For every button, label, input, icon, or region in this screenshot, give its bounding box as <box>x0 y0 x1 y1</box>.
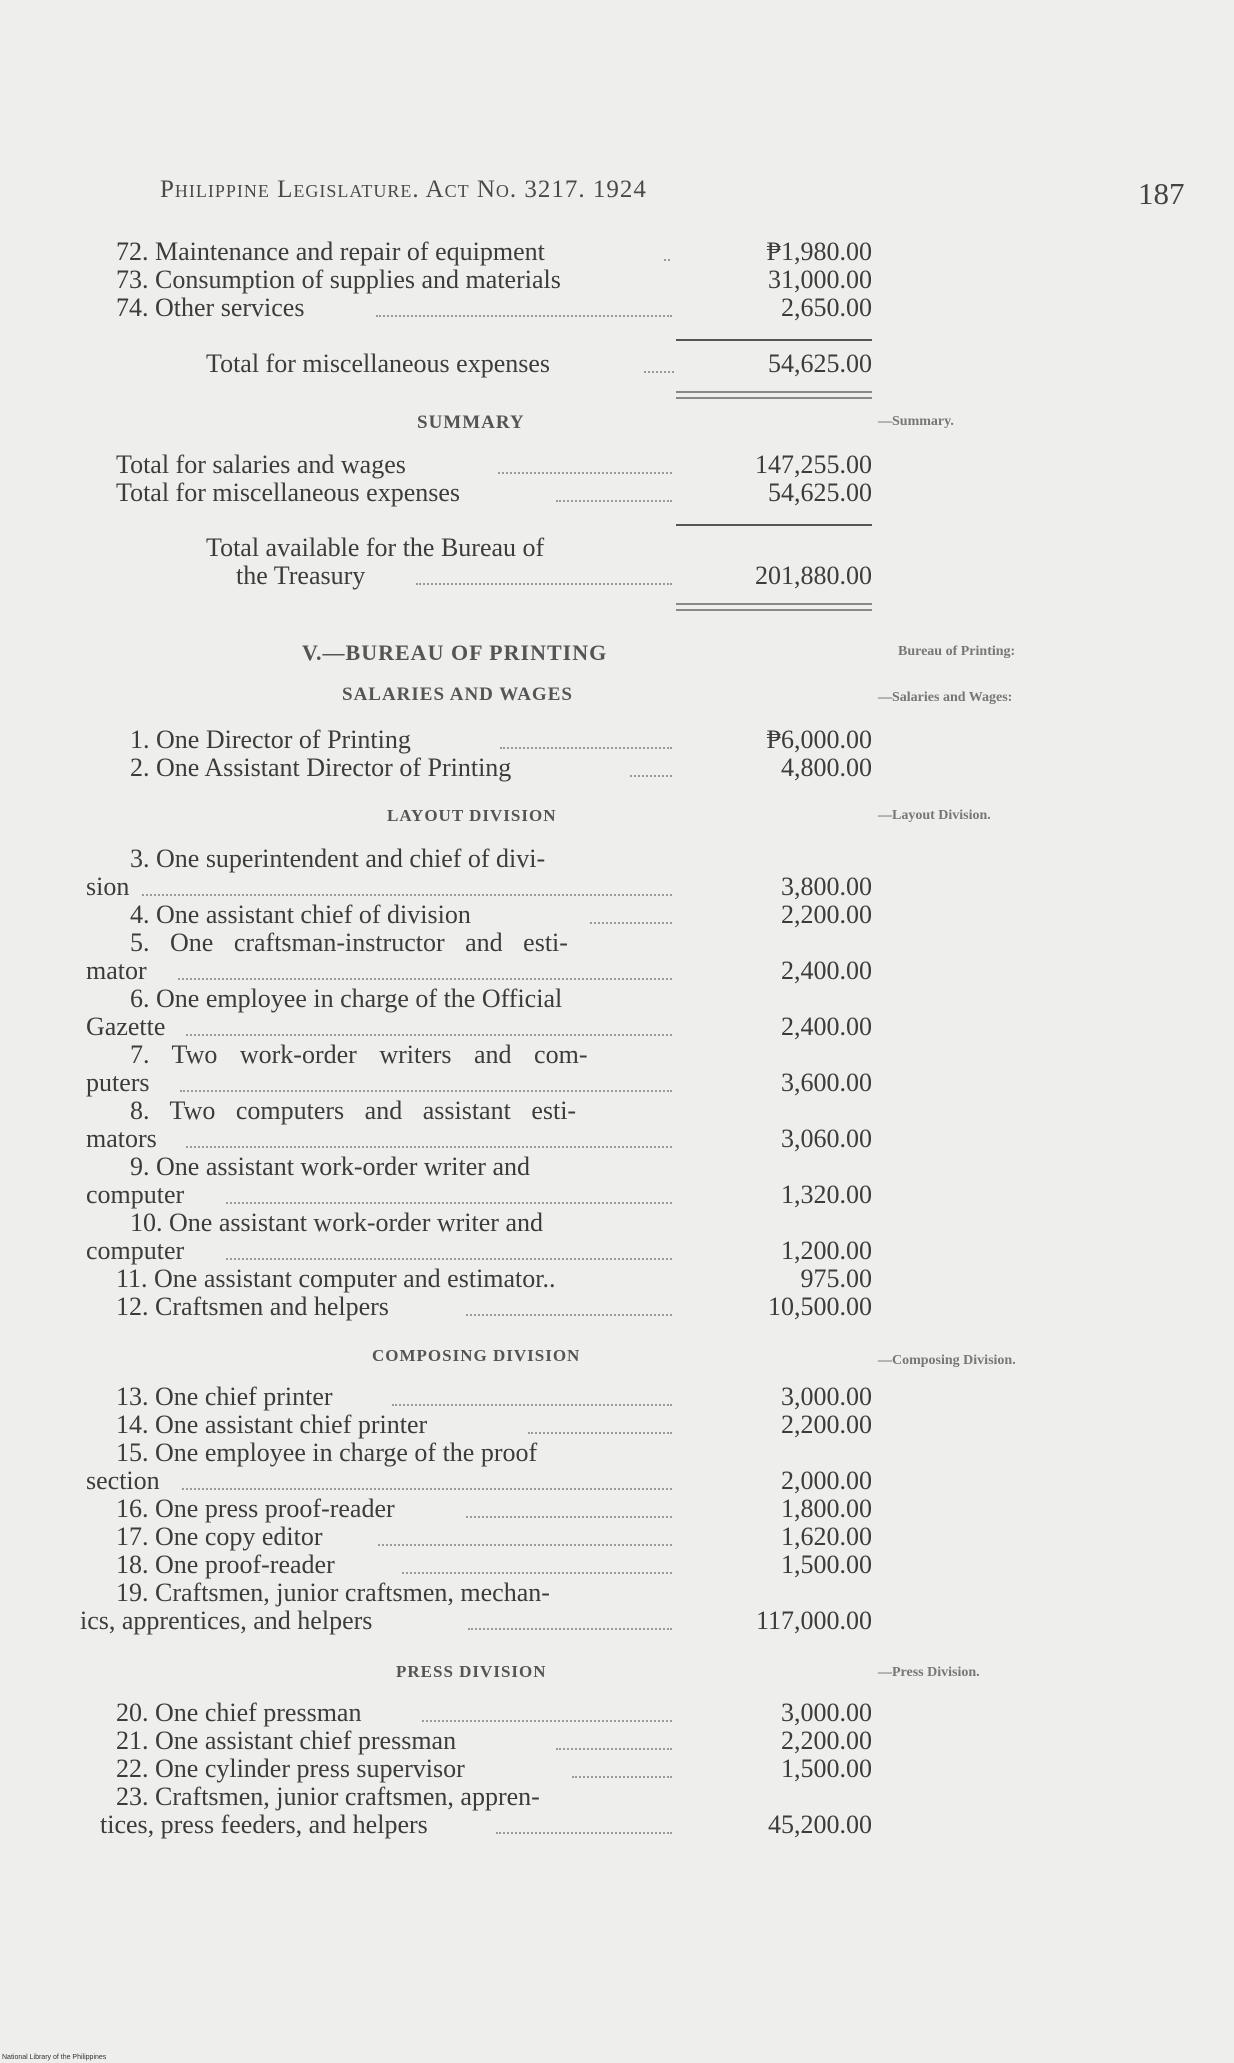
total-label: the Treasury <box>236 561 366 590</box>
section-heading: LAYOUT DIVISION <box>387 806 557 825</box>
margin-note: —Composing Division. <box>878 1353 1016 1368</box>
leader-dots <box>644 369 674 373</box>
line-item <box>100 1811 872 1839</box>
line-item-amount: 1,200.00 <box>781 1236 872 1265</box>
line-item-label: 12. Craftsmen and helpers <box>116 1292 389 1321</box>
section-heading: SALARIES AND WAGES <box>342 684 573 705</box>
leader-dots <box>378 1542 672 1546</box>
line-item-label: tices, press feeders, and helpers <box>100 1810 428 1839</box>
line-item-amount: 2,650.00 <box>781 293 872 322</box>
section-heading: V.—BUREAU OF PRINTING <box>302 640 608 665</box>
line-item <box>80 1607 872 1635</box>
line-item <box>130 985 690 1013</box>
line-item <box>86 1069 872 1097</box>
leader-dots <box>466 1514 672 1518</box>
line-item-label: 10. One assistant work-order writer and <box>130 1208 543 1237</box>
line-item-label: ics, apprentices, and helpers <box>80 1606 373 1635</box>
leader-dots <box>500 745 672 749</box>
leader-dots <box>496 1830 672 1834</box>
line-item-amount: 2,200.00 <box>781 1410 872 1439</box>
line-item-amount: 10,500.00 <box>768 1292 872 1321</box>
leader-dots <box>182 1486 672 1490</box>
line-item-label: 2. One Assistant Director of Printing <box>130 753 512 782</box>
line-item-label: 13. One chief printer <box>116 1382 333 1411</box>
leader-dots <box>572 1774 672 1778</box>
line-item-label: 18. One proof-reader <box>116 1550 335 1579</box>
line-item-label: 14. One assistant chief printer <box>116 1410 428 1439</box>
leader-dots <box>186 1144 672 1148</box>
line-item-label: Total for salaries and wages <box>116 450 406 479</box>
line-item <box>116 1523 872 1551</box>
line-item-amount: 975.00 <box>800 1264 872 1293</box>
leader-dots <box>142 892 672 896</box>
line-item-label: Gazette <box>86 1012 166 1041</box>
leader-dots <box>422 1718 672 1722</box>
line-item <box>116 1265 872 1293</box>
line-item-label: 17. One copy editor <box>116 1522 323 1551</box>
leader-dots <box>664 257 670 261</box>
line-item-amount: 3,000.00 <box>781 1698 872 1727</box>
line-item <box>116 479 872 507</box>
line-item <box>130 929 690 957</box>
total-line-2 <box>236 562 872 590</box>
line-item-label: computer <box>86 1180 185 1209</box>
line-item <box>116 1755 872 1783</box>
line-item <box>130 754 872 782</box>
line-item-label: section <box>86 1466 160 1495</box>
leader-dots <box>556 498 672 502</box>
line-item-label: 72. Maintenance and repair of equipment <box>116 237 545 266</box>
line-item-amount: 2,200.00 <box>781 1726 872 1755</box>
line-item <box>116 1727 872 1755</box>
line-item <box>130 726 872 754</box>
line-item-amount: 1,320.00 <box>781 1180 872 1209</box>
leader-dots <box>226 1200 672 1204</box>
total-double-rule <box>676 391 872 399</box>
line-item-amount: 1,800.00 <box>781 1494 872 1523</box>
line-item-amount: 31,000.00 <box>768 265 872 294</box>
line-item-amount: 117,000.00 <box>755 1606 872 1635</box>
line-item <box>86 1125 872 1153</box>
line-item <box>86 957 872 985</box>
line-item-amount: 2,400.00 <box>781 1012 872 1041</box>
line-item-label: 3. One superintendent and chief of divi- <box>130 844 546 873</box>
line-item-amount: 3,000.00 <box>781 1382 872 1411</box>
line-item <box>116 451 872 479</box>
margin-note: Bureau of Printing: <box>898 644 1016 659</box>
line-item <box>116 1495 872 1523</box>
line-item-label: 11. One assistant computer and estimator.. <box>116 1264 556 1293</box>
line-item <box>86 1467 872 1495</box>
line-item-amount: 54,625.00 <box>768 478 872 507</box>
line-item-label: 15. One employee in charge of the proof <box>116 1438 538 1467</box>
total-label: Total available for the Bureau of <box>206 533 545 562</box>
line-item <box>116 1699 872 1727</box>
line-item-amount: 3,600.00 <box>781 1068 872 1097</box>
total-amount: 201,880.00 <box>755 561 872 590</box>
line-item <box>116 1383 872 1411</box>
line-item <box>116 1783 716 1811</box>
line-item-label: 7. Two work-order writers and com- <box>130 1040 588 1069</box>
leader-dots <box>226 1256 672 1260</box>
line-item <box>116 1439 716 1467</box>
line-item-amount: 3,800.00 <box>781 872 872 901</box>
line-item <box>86 1181 872 1209</box>
section-heading: COMPOSING DIVISION <box>372 1346 581 1365</box>
line-item-label: puters <box>86 1068 150 1097</box>
margin-note: —Salaries and Wages: <box>878 690 1013 705</box>
line-item <box>130 1153 690 1181</box>
leader-dots <box>498 470 672 474</box>
margin-note: —Layout Division. <box>878 808 991 823</box>
leader-dots <box>590 920 672 924</box>
subtotal-rule <box>676 339 872 341</box>
line-item <box>116 266 872 294</box>
line-item <box>86 873 872 901</box>
total-line <box>206 350 872 378</box>
line-item-label: mator <box>86 956 147 985</box>
line-item-label: 5. One craftsman-instructor and esti- <box>130 928 568 957</box>
line-item-amount: 3,060.00 <box>781 1124 872 1153</box>
line-item-label: 73. Consumption of supplies and materials <box>116 265 561 294</box>
line-item-label: 8. Two computers and assistant esti- <box>130 1096 577 1125</box>
margin-note: —Summary. <box>878 414 954 429</box>
leader-dots <box>178 976 672 980</box>
leader-dots <box>466 1312 672 1316</box>
line-item-label: 4. One assistant chief of division <box>130 900 471 929</box>
line-item-label: 23. Craftsmen, junior craftsmen, appren- <box>116 1782 540 1811</box>
line-item <box>130 1097 690 1125</box>
line-item <box>130 901 872 929</box>
margin-note: —Press Division. <box>878 1665 980 1680</box>
line-item-label: 22. One cylinder press supervisor <box>116 1754 465 1783</box>
line-item <box>116 1551 872 1579</box>
line-item-amount: 2,000.00 <box>781 1466 872 1495</box>
line-item <box>116 1293 872 1321</box>
total-line-1 <box>206 534 706 562</box>
page-number: 187 <box>1138 176 1185 211</box>
line-item <box>116 1579 716 1607</box>
section-heading: SUMMARY <box>417 412 525 433</box>
line-item <box>130 1209 690 1237</box>
line-item-label: 16. One press proof-reader <box>116 1494 395 1523</box>
line-item-amount: 147,255.00 <box>755 450 872 479</box>
leader-dots <box>556 1746 672 1750</box>
leader-dots <box>376 313 672 317</box>
line-item-label: Total for miscellaneous expenses <box>116 478 461 507</box>
line-item-label: 74. Other services <box>116 293 305 322</box>
line-item-label: sion <box>86 872 130 901</box>
line-item-label: 20. One chief pressman <box>116 1698 362 1727</box>
line-item-label: 21. One assistant chief pressman <box>116 1726 457 1755</box>
section-heading: PRESS DIVISION <box>396 1662 547 1681</box>
line-item-amount: 2,400.00 <box>781 956 872 985</box>
line-item-label: 6. One employee in charge of the Official <box>130 984 563 1013</box>
leader-dots <box>468 1626 672 1630</box>
line-item <box>116 238 872 266</box>
line-item-amount: 1,500.00 <box>781 1550 872 1579</box>
line-item-label: 1. One Director of Printing <box>130 725 411 754</box>
leader-dots <box>416 581 672 585</box>
total-amount: 54,625.00 <box>768 349 872 378</box>
line-item-amount: 45,200.00 <box>768 1810 872 1839</box>
leader-dots <box>186 1032 672 1036</box>
running-head: Philippine Legislature. Act No. 3217. 1924 <box>160 176 647 203</box>
line-item <box>86 1237 872 1265</box>
line-item-amount: 4,800.00 <box>781 753 872 782</box>
line-item <box>86 1013 872 1041</box>
leader-dots <box>528 1430 672 1434</box>
line-item <box>116 294 872 322</box>
line-item-amount: 2,200.00 <box>781 900 872 929</box>
line-item-amount: 1,620.00 <box>781 1522 872 1551</box>
total-double-rule <box>676 603 872 611</box>
leader-dots <box>630 773 672 777</box>
line-item <box>130 845 690 873</box>
scan-footer: National Library of the Philippines <box>2 2054 107 2061</box>
leader-dots <box>402 1570 672 1574</box>
total-label: Total for miscellaneous expenses <box>206 349 551 378</box>
line-item-amount: ₱6,000.00 <box>766 725 872 754</box>
line-item-label: computer <box>86 1236 185 1265</box>
line-item <box>130 1041 690 1069</box>
subtotal-rule <box>676 524 872 526</box>
line-item <box>116 1411 872 1439</box>
line-item-label: 9. One assistant work-order writer and <box>130 1152 530 1181</box>
leader-dots <box>392 1402 672 1406</box>
line-item-label: mators <box>86 1124 157 1153</box>
line-item-amount: ₱1,980.00 <box>766 237 872 266</box>
line-item-label: 19. Craftsmen, junior craftsmen, mechan- <box>116 1578 550 1607</box>
leader-dots <box>180 1088 672 1092</box>
line-item-amount: 1,500.00 <box>781 1754 872 1783</box>
